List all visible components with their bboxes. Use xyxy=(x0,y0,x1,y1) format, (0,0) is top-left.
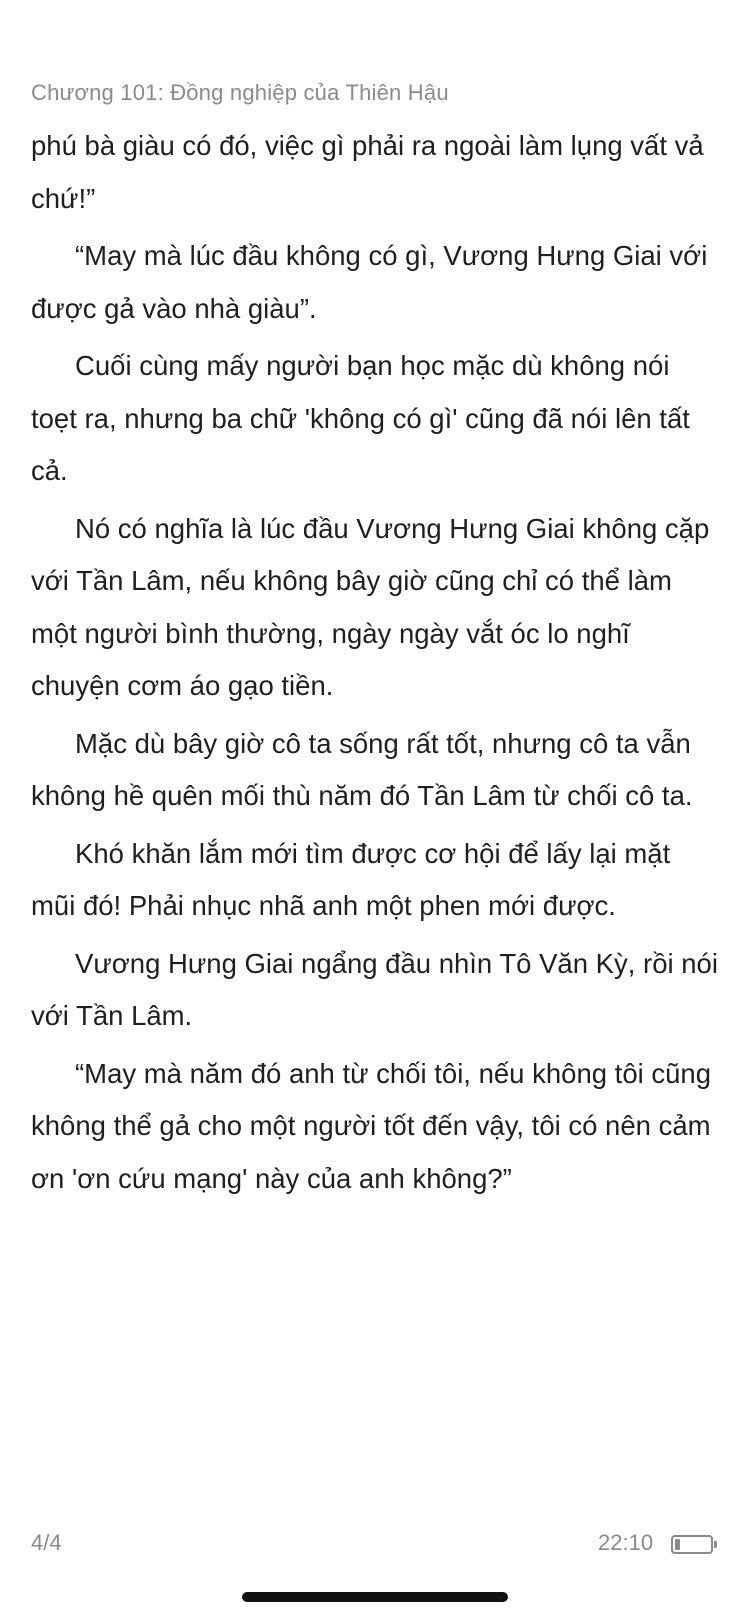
paragraph: “May mà năm đó anh từ chối tôi, nếu không tôi cũng không thể gả cho một người tốt đến vậy, tôi có nên cảm ơn 'ơn cứu mạng' này của anh không?” xyxy=(31,1057,711,1194)
page-indicator: 4/4 xyxy=(31,1530,62,1555)
battery-icon xyxy=(671,1535,713,1554)
paragraph: Cuối cùng mấy người bạn học mặc dù không nói toẹt ra, nhưng ba chữ 'không có gì' cũng đã nói lên tất cả. xyxy=(31,350,690,486)
paragraph: Nó có nghĩa là lúc đầu Vương Hưng Giai không cặp với Tần Lâm, nếu không bây giờ cũng chỉ có thể làm một người bình thường, ngày ngày vắt óc lo nghĩ chuyện cơm áo gạo tiền. xyxy=(31,512,710,701)
paragraph: Vương Hưng Giai ngẩng đầu nhìn Tô Văn Kỳ, rồi nói với Tần Lâm. xyxy=(31,947,718,1031)
chapter-title: Chương 101: Đồng nghiệp của Thiên Hậu xyxy=(31,80,449,105)
paragraph: Khó khăn lắm mới tìm được cơ hội để lấy lại mặt mũi đó! Phải nhục nhã anh một phen mới được. xyxy=(31,837,671,921)
paragraph-continuation: phú bà giàu có đó, việc gì phải ra ngoài làm lụng vất vả chứ!” xyxy=(31,130,704,214)
paragraph: Mặc dù bây giờ cô ta sống rất tốt, nhưng cô ta vẫn không hề quên mối thù năm đó Tần Lâm từ chối cô ta. xyxy=(31,727,693,811)
reading-content xyxy=(31,120,721,1205)
battery-tip xyxy=(714,1541,717,1548)
paragraph: “May mà lúc đầu không có gì, Vương Hưng Giai với được gả vào nhà giàu”. xyxy=(31,240,708,324)
home-indicator[interactable] xyxy=(242,1592,508,1602)
battery-level-fill xyxy=(675,1539,680,1550)
clock-time: 22:10 xyxy=(598,1530,654,1555)
